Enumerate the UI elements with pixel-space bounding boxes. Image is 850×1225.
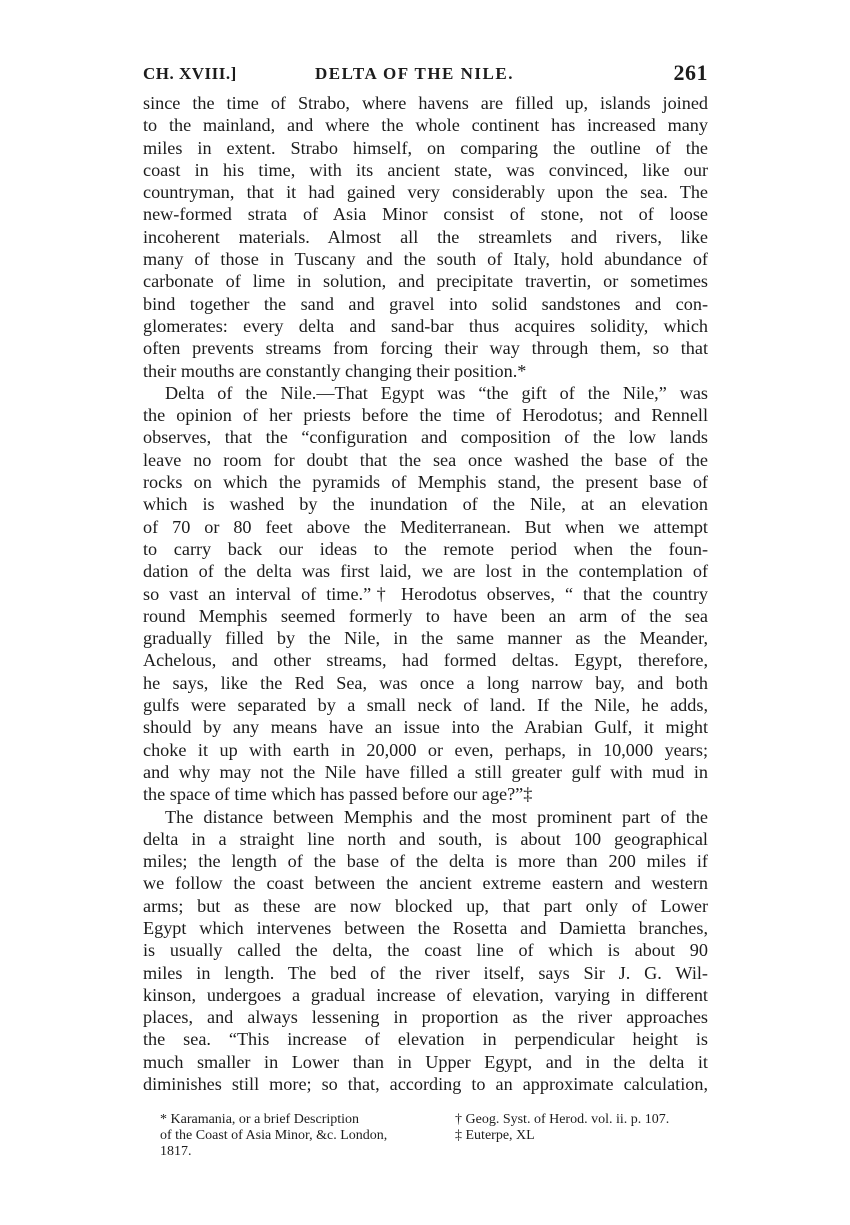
- text-line: leave no room for doubt that the sea once washed the base of the: [143, 449, 708, 470]
- text-line: Egypt which intervenes between the Rosetta and Damietta branches,: [143, 917, 708, 938]
- footnote-left: [160, 1112, 445, 1160]
- text-line: many of those in Tuscany and the south of Italy, hold abundance of: [143, 249, 708, 270]
- text-line: which is washed by the inundation of the Nile, at an elevation: [143, 494, 708, 515]
- text-line: places, and always lessening in proportion as the river approaches: [143, 1007, 708, 1028]
- text-line: the opinion of her priests before the time of Herodotus; and Rennell: [143, 405, 708, 426]
- text-line: choke it up with earth in 20,000 or even, perhaps, in 10,000 years;: [143, 739, 708, 760]
- text-line: delta in a straight line north and south, is about 100 geographical: [143, 828, 708, 849]
- text-line: their mouths are constantly changing their position.*: [143, 360, 527, 381]
- text-line: kinson, undergoes a gradual increase of elevation, varying in different: [143, 984, 708, 1005]
- text-line: the space of time which has passed before our age?”‡: [143, 784, 533, 805]
- text-line: rocks on which the pyramids of Memphis stand, the present base of: [143, 472, 708, 493]
- text-line: coast in his time, with its ancient state, was convinced, like our: [143, 159, 708, 180]
- text-line: bind together the sand and gravel into solid sandstones and con-: [143, 293, 708, 314]
- text-line: diminishes still more; so that, according to an approximate calculation,: [143, 1074, 708, 1095]
- text-line: gradually filled by the Nile, in the same manner as the Meander,: [143, 628, 708, 649]
- footnote-right: [455, 1112, 715, 1144]
- text-line: The distance between Memphis and the most prominent part of the: [165, 806, 708, 827]
- text-line: Achelous, and other streams, had formed deltas. Egypt, therefore,: [143, 650, 708, 671]
- page-number: 261: [673, 60, 708, 85]
- text-line: miles; the length of the base of the delta is more than 200 miles if: [143, 851, 708, 872]
- text-line: should by any means have an issue into the Arabian Gulf, it might: [143, 717, 708, 738]
- footnote-line: * Karamania, or a brief Description: [160, 1112, 360, 1127]
- text-line: incoherent materials. Almost all the streamlets and rivers, like: [143, 226, 708, 247]
- running-head: [143, 60, 708, 90]
- text-line: dation of the delta was first laid, we are lost in the contemplation of: [143, 561, 708, 582]
- text-line: since the time of Strabo, where havens are filled up, islands joined: [143, 93, 708, 113]
- text-line: Delta of the Nile.—That Egypt was “the gift of the Nile,” was: [165, 382, 708, 403]
- text-line: the sea. “This increase of elevation in perpendicular height is: [143, 1029, 708, 1050]
- text-line: countryman, that it had gained very considerably upon the sea. The: [143, 182, 708, 203]
- footnote-line: of the Coast of Asia Minor, &c. London,: [160, 1128, 388, 1143]
- text-line: much smaller in Lower than in Upper Egypt, and in the delta it: [143, 1051, 708, 1072]
- text-line: so vast an interval of time.”† Herodotus observes, “ that the country: [143, 583, 708, 604]
- chapter-label: CH. XVIII.]: [143, 64, 237, 83]
- text-line: is usually called the delta, the coast line of which is about 90: [143, 940, 708, 961]
- page-title: DELTA OF THE NILE.: [315, 64, 514, 83]
- text-line: and why may not the Nile have filled a still greater gulf with mud in: [143, 761, 708, 782]
- text-line: to the mainland, and where the whole continent has increased many: [143, 115, 708, 136]
- text-line: we follow the coast between the ancient extreme eastern and western: [143, 873, 708, 894]
- body-text: [143, 92, 708, 1095]
- footnote-line: ‡ Euterpe, XL: [455, 1128, 535, 1143]
- text-line: glomerates: every delta and sand-bar thus acquires solidity, which: [143, 315, 708, 336]
- text-line: he says, like the Red Sea, was once a long narrow bay, and both: [143, 672, 708, 693]
- text-line: of 70 or 80 feet above the Mediterranean. But when we attempt: [143, 516, 708, 537]
- text-line: gulfs were separated by a small neck of land. If the Nile, he adds,: [143, 695, 708, 716]
- text-line: observes, that the “configuration and composition of the low lands: [143, 427, 708, 448]
- text-line: often prevents streams from forcing their way through them, so that: [143, 338, 708, 359]
- footnote-line: † Geog. Syst. of Herod. vol. ii. p. 107.: [455, 1112, 670, 1127]
- text-line: new-formed strata of Asia Minor consist of stone, not of loose: [143, 204, 708, 225]
- text-line: miles in extent. Strabo himself, on comparing the outline of the: [143, 137, 708, 158]
- text-line: miles in length. The bed of the river itself, says Sir J. G. Wil-: [143, 962, 708, 983]
- footnote-line: 1817.: [160, 1144, 192, 1159]
- text-line: to carry back our ideas to the remote period when the foun-: [143, 538, 708, 559]
- text-line: arms; but as these are now blocked up, that part only of Lower: [143, 895, 708, 916]
- text-line: round Memphis seemed formerly to have been an arm of the sea: [143, 605, 708, 626]
- text-line: carbonate of lime in solution, and precipitate travertin, or sometimes: [143, 271, 708, 292]
